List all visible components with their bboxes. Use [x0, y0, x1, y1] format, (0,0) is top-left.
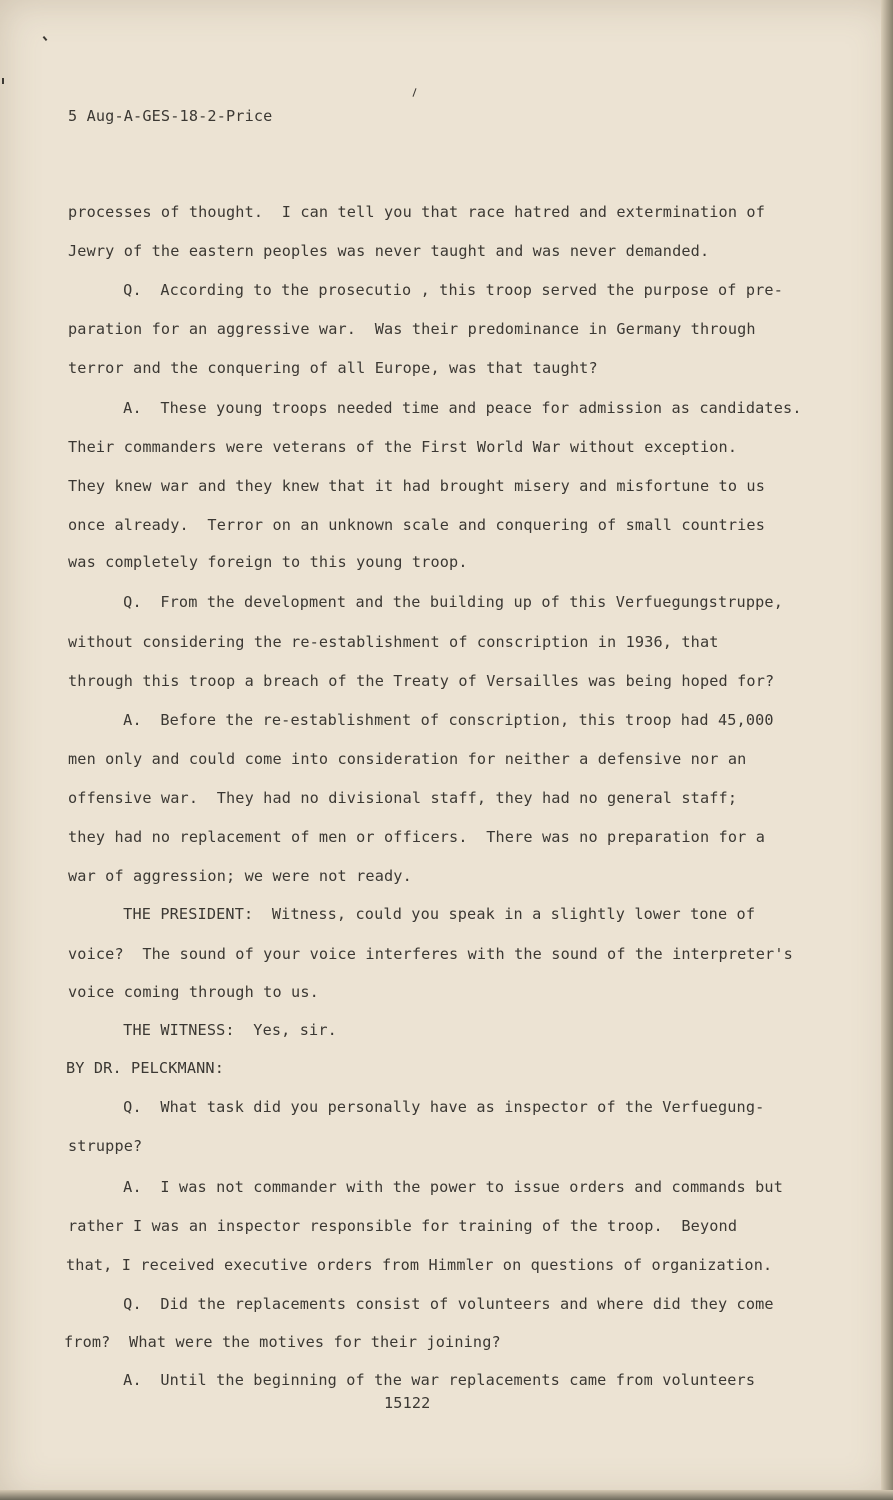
text-line: paration for an aggressive war. Was their predominance in Germany through: [68, 320, 756, 338]
page-edge: [0, 1490, 893, 1500]
text-line: THE PRESIDENT: Witness, could you speak in a slightly lower tone of: [86, 905, 756, 923]
text-line: Q. What task did you personally have as inspector of the Verfuegung-: [86, 1098, 765, 1116]
text-line: they had no replacement of men or officers. There was no preparation for a: [68, 828, 766, 846]
document-header: 5 Aug-A-GES-18-2-Price: [68, 107, 273, 125]
text-line: struppe?: [68, 1137, 143, 1155]
text-line: Q. From the development and the building up of this Verfuegungstruppe,: [86, 593, 784, 611]
text-line: men only and could come into consideration for neither a defensive nor an: [68, 750, 747, 768]
stray-mark: [43, 36, 48, 41]
text-line: processes of thought. I can tell you that race hatred and extermination of: [68, 203, 766, 221]
text-line: A. Before the re-establishment of conscription, this troop had 45,000: [86, 711, 774, 729]
text-line: was completely foreign to this young troop.: [68, 553, 468, 571]
text-line: Q. Did the replacements consist of volunteers and where did they come: [86, 1295, 774, 1313]
text-line: A. I was not commander with the power to issue orders and commands but: [86, 1178, 784, 1196]
text-line: Their commanders were veterans of the First World War without exception.: [68, 438, 738, 456]
text-line: A. Until the beginning of the war replacements came from volunteers: [86, 1371, 756, 1389]
text-line: A. These young troops needed time and peace for admission as candidates.: [86, 399, 802, 417]
text-line: Q. According to the prosecutio , this troop served the purpose of pre-: [86, 281, 784, 299]
text-line: Jewry of the eastern peoples was never taught and was never demanded.: [68, 242, 710, 260]
page-edge: [881, 0, 893, 1500]
text-line: voice coming through to us.: [68, 983, 319, 1001]
text-line: that, I received executive orders from Himmler on questions of organization.: [66, 1256, 773, 1274]
text-line: through this troop a breach of the Treaty of Versailles was being hoped for?: [68, 672, 775, 690]
text-line: offensive war. They had no divisional staff, they had no general staff;: [68, 789, 738, 807]
text-line: rather I was an inspector responsible for training of the troop. Beyond: [68, 1217, 738, 1235]
text-line: THE WITNESS: Yes, sir.: [86, 1021, 337, 1039]
stray-mark: [412, 88, 416, 97]
page-number: 15122: [384, 1394, 431, 1412]
text-line: voice? The sound of your voice interferes with the sound of the interpreter's: [68, 945, 793, 963]
text-line: once already. Terror on an unknown scale and conquering of small countries: [68, 516, 766, 534]
text-line: terror and the conquering of all Europe, was that taught?: [68, 359, 598, 377]
text-line: They knew war and they knew that it had brought misery and misfortune to us: [68, 477, 766, 495]
text-line: from? What were the motives for their joining?: [64, 1333, 501, 1351]
text-line: BY DR. PELCKMANN:: [66, 1059, 224, 1077]
text-line: war of aggression; we were not ready.: [68, 867, 412, 885]
stray-mark: [2, 78, 4, 84]
text-line: without considering the re-establishment of conscription in 1936, that: [68, 633, 719, 651]
